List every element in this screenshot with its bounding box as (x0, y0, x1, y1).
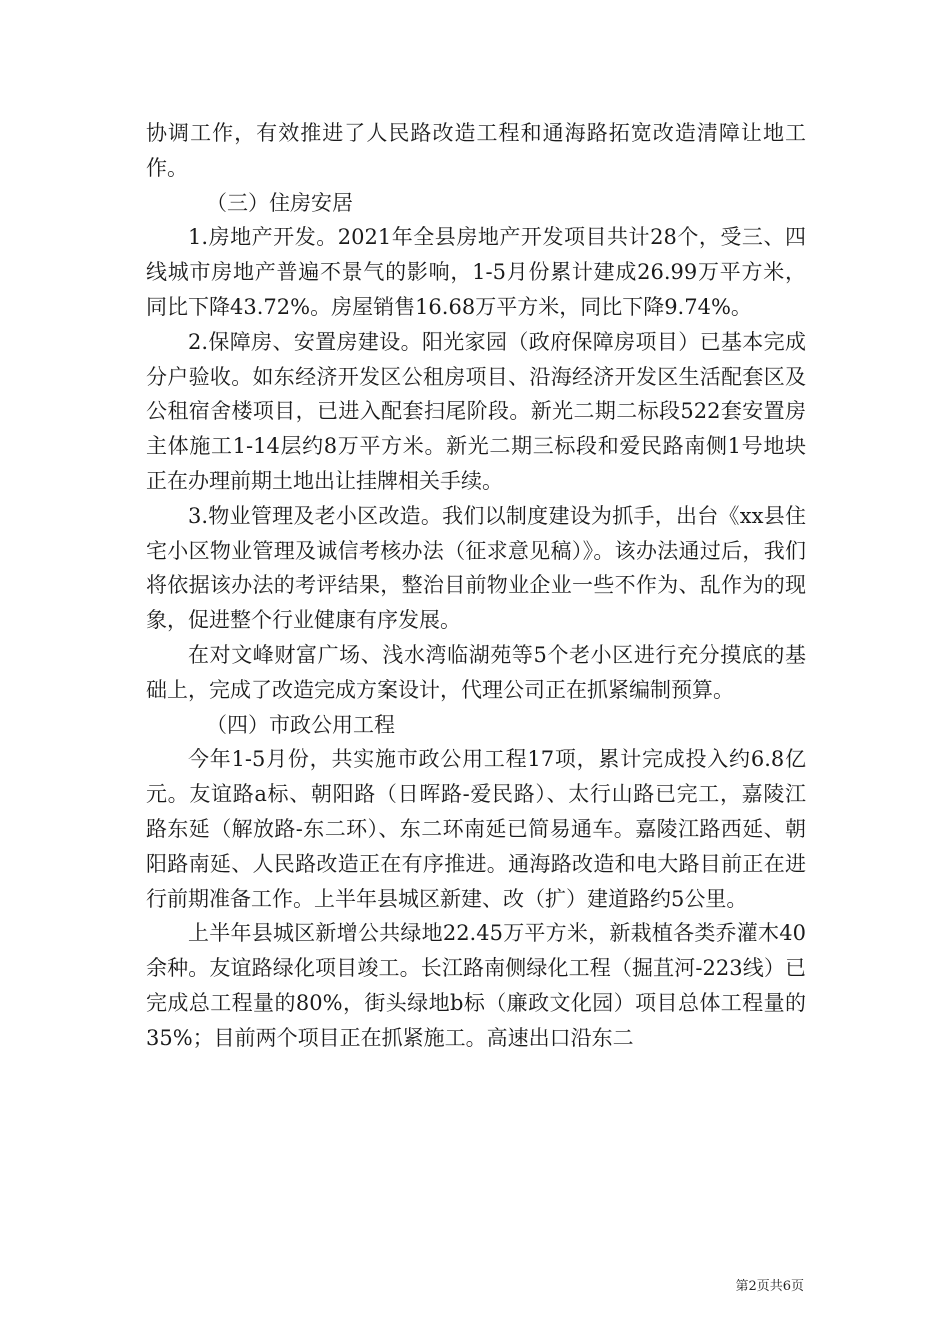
paragraph-old-community: 在对文峰财富广场、浅水湾临湖苑等5个老小区进行充分摸底的基础上，完成了改造完成方案设计，代理公司正在抓紧编制预算。 (146, 642, 806, 702)
paragraph-property-management: 3.物业管理及老小区改造。我们以制度建设为抓手，出台《xx县住宅小区物业管理及诚信考核办法（征求意见稿）》。该办法通过后，我们将依据该办法的考评结果，整治目前物业企业一些不作为、乱作为的现象，促进整个行业健康有序发展。 (146, 503, 806, 633)
page-number: 第2页共6页 (735, 1279, 804, 1294)
paragraph-continuation: 协调工作，有效推进了人民路改造工程和通海路拓宽改造清障让地工作。 (146, 121, 806, 180)
section-heading-municipal: （四）市政公用工程 (206, 712, 395, 737)
paragraph-municipal-projects: 今年1-5月份，共实施市政公用工程17项，累计完成投入约6.8亿元。友谊路a标、朝阳路（日晖路-爱民路）、太行山路已完工，嘉陵江路东延（解放路-东二环）、东二环南延已简易通车。嘉陵江路西延、朝阳路南延、人民路改造正在有序推进。通海路改造和电大路目前正在进行前期准备工作。上半年县城区新建、改（扩）建道路约5公里。 (146, 747, 806, 911)
paragraph-greening: 上半年县城区新增公共绿地22.45万平方米，新栽植各类乔灌木40余种。友谊路绿化项目竣工。长江路南侧绿化工程（掘苴河-223线）已完成总工程量的80%，街头绿地b标（廉政文化园）项目总体工程量的35%；目前两个项目正在抓紧施工。高速出口沿东二 (146, 921, 806, 1050)
paragraph-real-estate: 1.房地产开发。2021年全县房地产开发项目共计28个，受三、四线城市房地产普遍不景气的影响，1-5月份累计建成26.99万平方米，同比下降43.72%。房屋销售16.68万平方米，同比下降9.74%。 (146, 225, 806, 319)
document-body (146, 116, 806, 1056)
paragraph-affordable-housing: 2.保障房、安置房建设。阳光家园（政府保障房项目）已基本完成分户验收。如东经济开发区公租房项目、沿海经济开发区生活配套区及公租宿舍楼项目，已进入配套扫尾阶段。新光二期二标段522套安置房主体施工1-14层约8万平方米。新光二期三标段和爱民路南侧1号地块正在办理前期土地出让挂牌相关手续。 (146, 329, 806, 493)
section-heading-housing: （三）住房安居 (206, 190, 353, 215)
